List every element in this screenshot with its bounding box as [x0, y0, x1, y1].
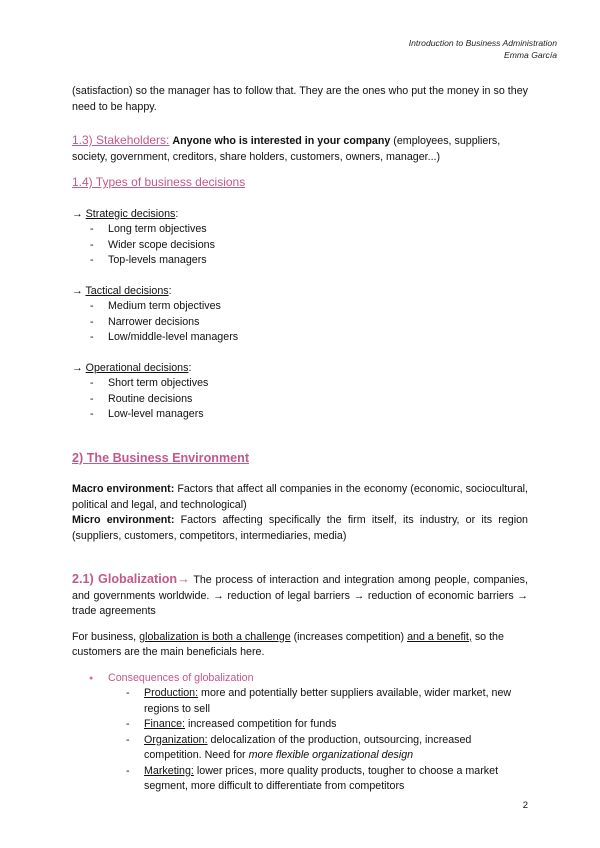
business-challenge: globalization is both a challenge — [139, 630, 291, 643]
globalization-paragraph — [72, 572, 528, 620]
macro-paragraph — [72, 482, 528, 513]
section-heading-environment — [72, 451, 528, 468]
decision-group-tactical — [72, 284, 528, 346]
macro-text: Factors that affect all companies in the economy (economic, sociocultural, political and legal, and technological) — [72, 483, 528, 511]
types-heading-text: 1.4) Types of business decisions — [72, 175, 246, 189]
list-item — [72, 733, 528, 764]
globalization-text: The process of interaction and integration among people, companies, and governments worldwide. → reduction of legal barriers → reduction of economic barriers → trade agreements — [72, 574, 528, 617]
page-number: 2 — [522, 800, 528, 811]
micro-paragraph — [72, 513, 528, 544]
macro-label: Macro environment: — [72, 483, 175, 495]
decision-group-operational — [72, 361, 528, 423]
list-item — [72, 686, 528, 717]
decision-list — [72, 299, 528, 346]
business-benefit: and a benefit, — [407, 630, 472, 643]
decision-group-title-text: Tactical decisions — [85, 284, 169, 297]
decision-list — [72, 222, 528, 269]
micro-label: Micro environment: — [72, 514, 175, 526]
list-item: - Low/middle-level managers — [72, 330, 528, 346]
list-item: - Short term objectives — [72, 376, 528, 392]
page-header — [409, 37, 557, 61]
decision-group-title — [72, 361, 528, 377]
consequence-label: Marketing: — [144, 764, 194, 777]
stakeholders-bold: Anyone who is interested in your company — [172, 135, 391, 147]
consequence-text: increased competition for funds — [185, 718, 337, 730]
list-item: - Routine decisions — [72, 392, 528, 408]
list-item: - Low-level managers — [72, 407, 528, 423]
list-item: - Wider scope decisions — [72, 238, 528, 254]
consequence-text: more and potentially better suppliers available, wider market, new regions to sell — [144, 687, 512, 715]
micro-text: Factors affecting specifically the firm itself, its industry, or its region (suppliers, customers, competitors, intermediaries, media) — [72, 514, 528, 542]
arrow-glyph: → — [72, 207, 86, 220]
business-post: so the customers are the main beneficials here. — [72, 630, 504, 658]
decision-list — [72, 376, 528, 423]
header-course: Introduction to Business Administration — [408, 38, 557, 48]
consequence-italic: more flexible organizational design — [248, 749, 414, 761]
header-author: Emma García — [503, 50, 557, 60]
colon-glyph: : — [168, 284, 172, 297]
consequence-text: lower prices, more quality products, tougher to choose a market segment, more difficult to differentiate from competitors — [144, 764, 499, 792]
decision-group-title — [72, 207, 528, 223]
colon-glyph: : — [175, 207, 179, 220]
decision-group-title — [72, 284, 528, 300]
business-pre: For business, — [72, 630, 140, 643]
business-paragraph — [72, 630, 528, 661]
list-item: - Top-levels managers — [72, 253, 528, 269]
list-item: - Medium term objectives — [72, 299, 528, 315]
environment-heading-text: 2) The Business Environment — [72, 450, 250, 465]
consequence-text: delocalization of the production, outsourcing, increased competition. Need for — [144, 733, 472, 761]
business-mid: (increases competition) — [290, 630, 408, 643]
stakeholders-heading: 1.3) Stakeholders: — [72, 133, 170, 147]
stakeholders-paragraph — [72, 133, 528, 165]
consequence-label: Production: — [144, 687, 199, 699]
consequences-list — [72, 686, 528, 795]
decision-group-title-text: Operational decisions — [85, 361, 189, 374]
list-item: - Narrower decisions — [72, 315, 528, 331]
stakeholders-rest: (employees, suppliers, society, government, creditors, share holders, customers, owners, manager...) — [72, 135, 501, 163]
list-item — [72, 717, 528, 733]
list-item — [72, 764, 528, 795]
decision-group-strategic — [72, 207, 528, 269]
arrow-glyph: → — [72, 361, 86, 374]
consequences-bullet: ● Consequences of globalization — [72, 671, 528, 687]
intro-paragraph: (satisfaction) so the manager has to follow that. They are the ones who put the money in so they need to be happy. — [72, 85, 528, 113]
consequence-label: Organization: — [144, 733, 208, 746]
types-heading — [72, 175, 528, 192]
colon-glyph: : — [188, 361, 192, 374]
page-content — [72, 84, 528, 795]
decision-group-title-text: Strategic decisions — [85, 207, 176, 220]
arrow-glyph: → — [72, 284, 86, 297]
list-item: - Long term objectives — [72, 222, 528, 238]
consequence-label: Finance: — [144, 718, 185, 730]
globalization-heading: 2.1) Globalization→ — [72, 572, 190, 586]
